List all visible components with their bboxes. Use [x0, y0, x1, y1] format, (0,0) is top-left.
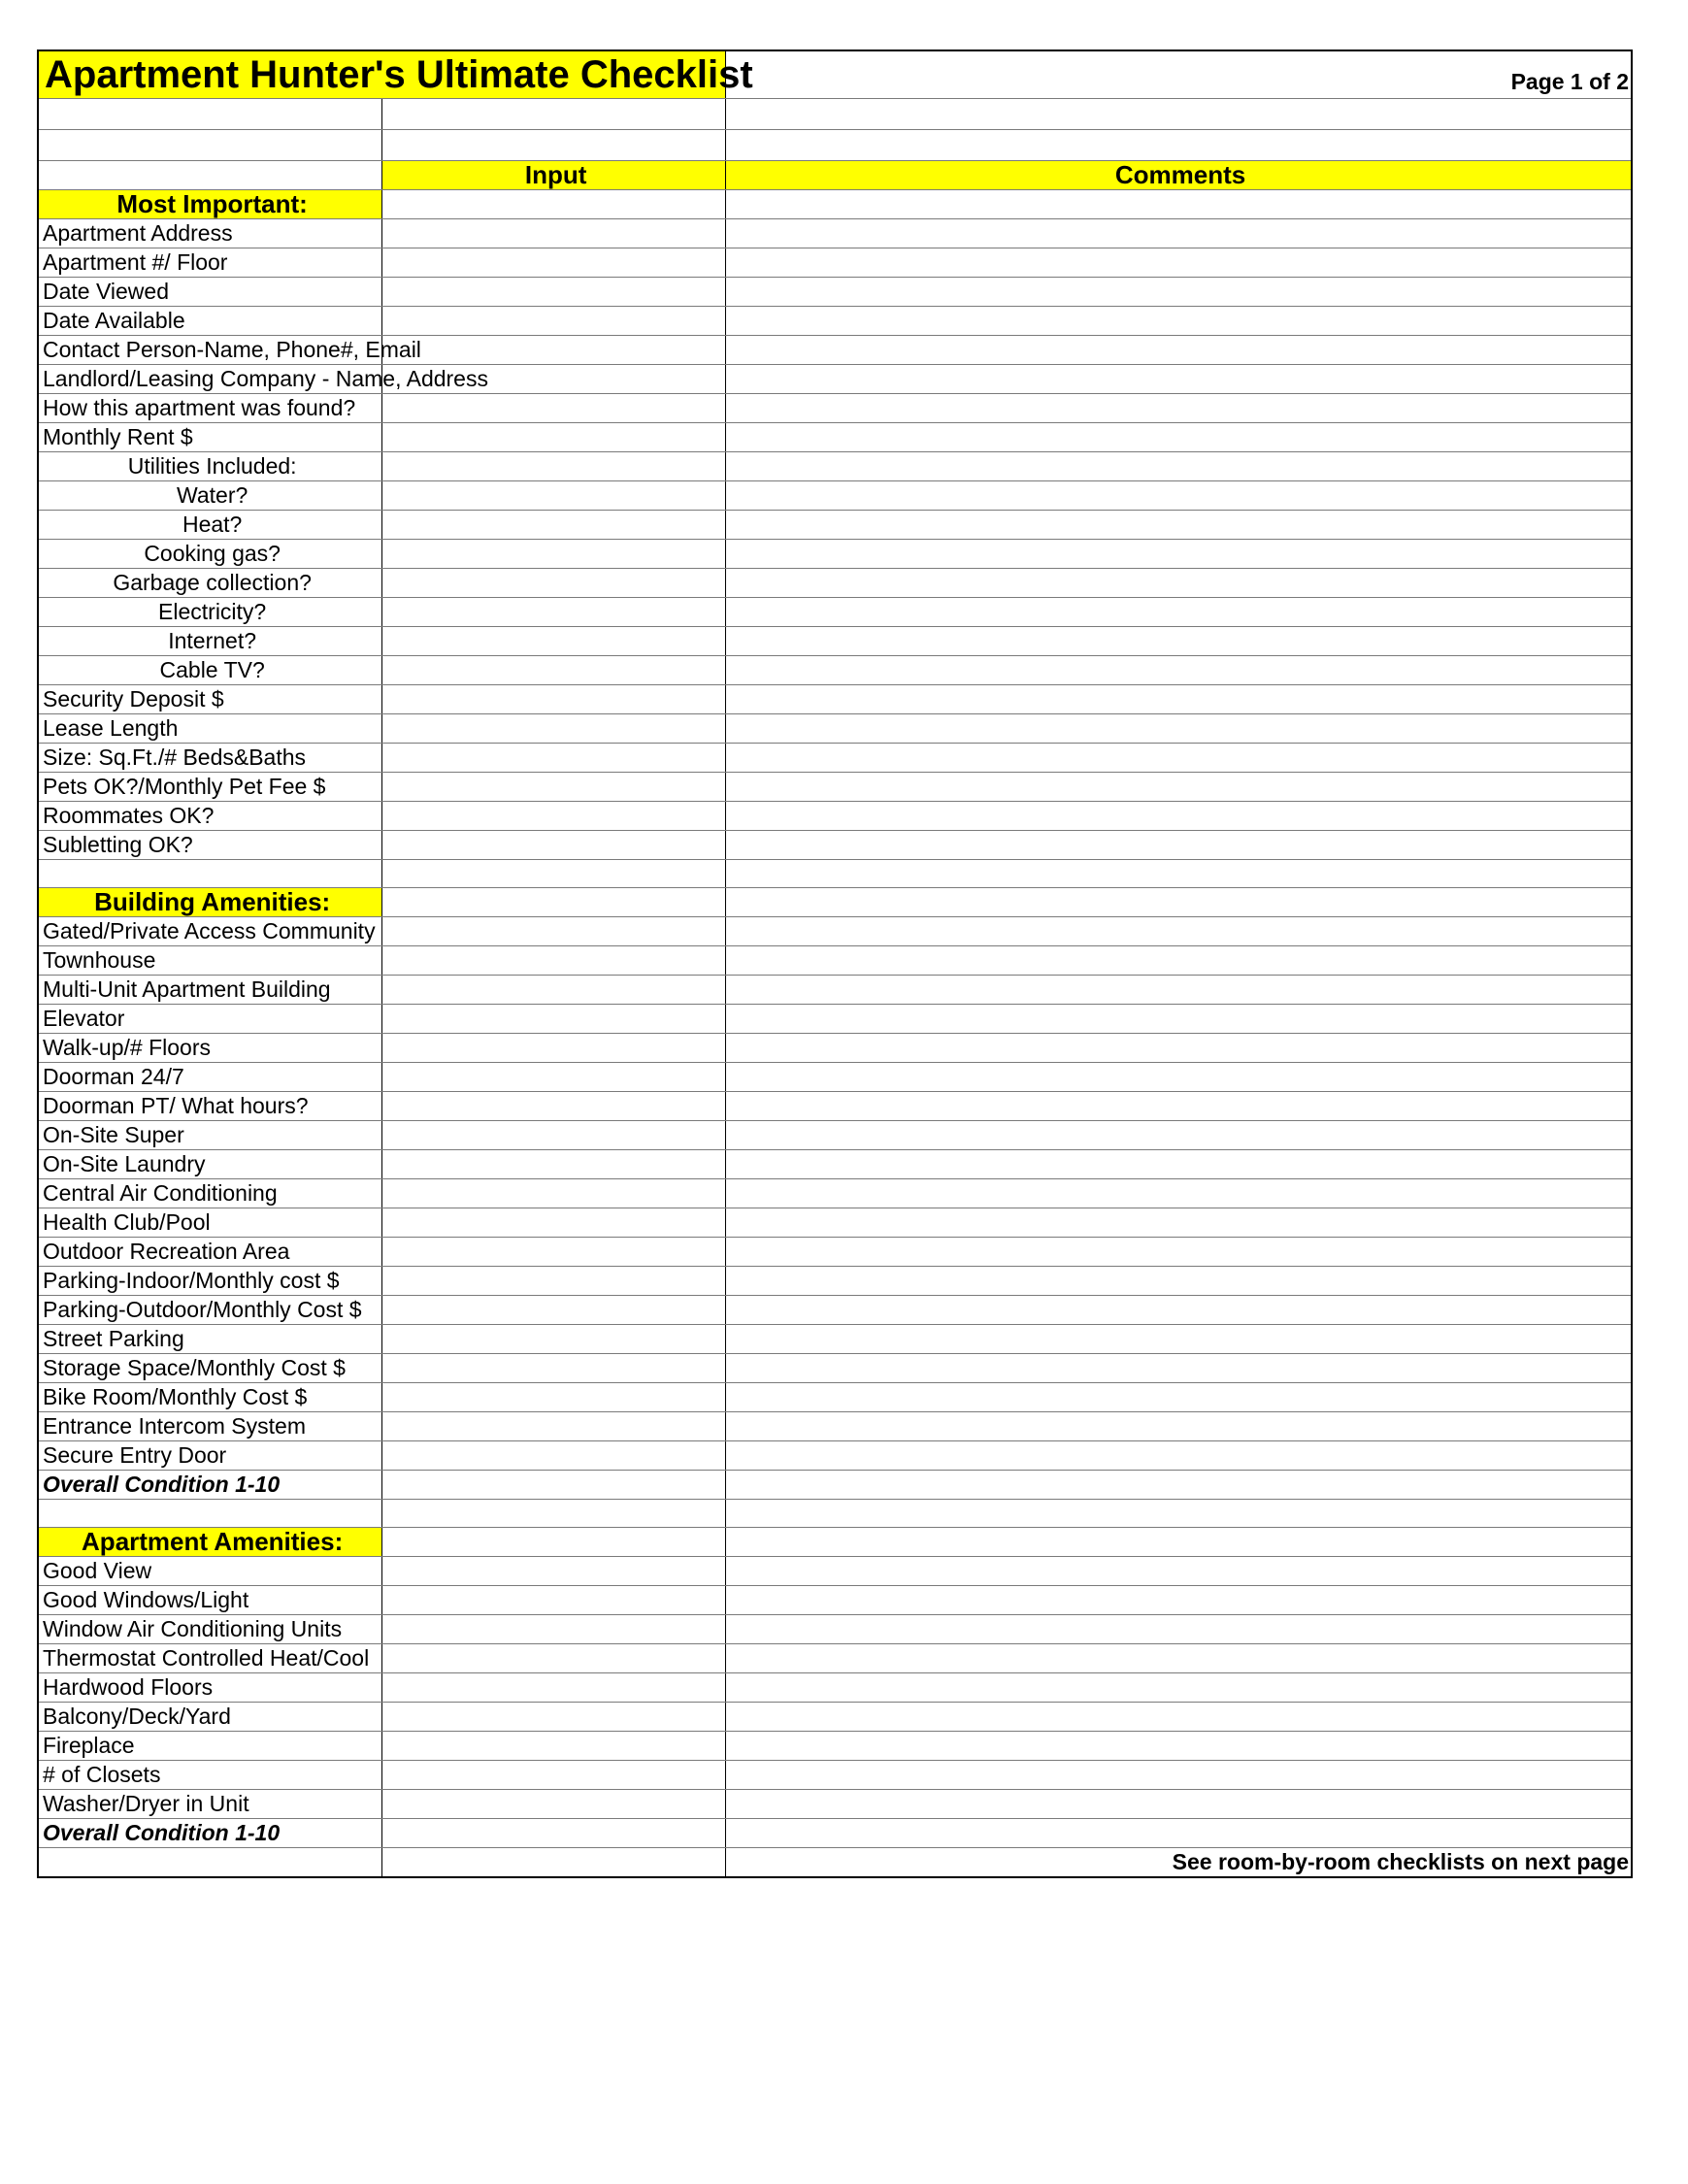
checklist-row [39, 1296, 1631, 1325]
comment-cell[interactable] [726, 1615, 1631, 1644]
input-cell[interactable] [382, 1471, 726, 1500]
checklist-row [39, 1412, 1631, 1441]
input-cell[interactable] [382, 1383, 726, 1412]
comment-cell[interactable] [726, 190, 1631, 219]
item-label: Parking-Indoor/Monthly cost $ [39, 1267, 382, 1296]
utility-label: Electricity? [39, 598, 382, 627]
item-label: How this apartment was found? [39, 394, 382, 423]
checklist-row [39, 1732, 1631, 1761]
checklist-row [39, 1761, 1631, 1790]
checklist-row [39, 1063, 1631, 1092]
checklist-row [39, 307, 1631, 336]
checklist-row [39, 1034, 1631, 1063]
utility-label: Water? [39, 481, 382, 511]
item-label: Lease Length [39, 714, 382, 744]
comment-cell[interactable] [726, 976, 1631, 1005]
input-cell[interactable] [382, 976, 726, 1005]
blank-row [39, 1500, 1631, 1528]
input-cell[interactable] [382, 190, 726, 219]
item-label: Apartment #/ Floor [39, 248, 382, 278]
item-label: Date Available [39, 307, 382, 336]
checklist-row [39, 1150, 1631, 1179]
checklist-row [39, 1383, 1631, 1412]
blank-cell [382, 860, 726, 888]
checklist-row [39, 976, 1631, 1005]
checklist-row [39, 1179, 1631, 1208]
utility-label: Garbage collection? [39, 569, 382, 598]
blank-row [39, 99, 1631, 130]
checklist-row [39, 1267, 1631, 1296]
comment-cell[interactable] [726, 1528, 1631, 1557]
item-label [39, 1500, 382, 1528]
comment-cell[interactable] [726, 1761, 1631, 1790]
comment-cell[interactable] [726, 744, 1631, 773]
item-label: Size: Sq.Ft./# Beds&Baths [39, 744, 382, 773]
comment-cell[interactable] [726, 219, 1631, 248]
checklist-row [39, 773, 1631, 802]
comment-cell[interactable] [726, 569, 1631, 598]
checklist-row [39, 1354, 1631, 1383]
checklist-row [39, 1615, 1631, 1644]
input-cell[interactable] [382, 1208, 726, 1238]
section-heading-row [39, 190, 1631, 219]
input-cell[interactable] [382, 1528, 726, 1557]
item-label: Hardwood Floors [39, 1673, 382, 1703]
blank-cell [726, 99, 1631, 130]
utility-label: Internet? [39, 627, 382, 656]
checklist-row [39, 1644, 1631, 1673]
input-cell[interactable] [382, 744, 726, 773]
comment-cell[interactable] [726, 1673, 1631, 1703]
input-cell[interactable] [382, 511, 726, 540]
input-cell[interactable] [382, 917, 726, 946]
item-label: Secure Entry Door [39, 1441, 382, 1471]
checklist-row [39, 1208, 1631, 1238]
section-heading-most-important: Most Important: [39, 190, 382, 219]
comment-cell[interactable] [726, 423, 1631, 452]
comment-cell[interactable] [726, 946, 1631, 976]
item-label: Townhouse [39, 946, 382, 976]
item-label: Entrance Intercom System [39, 1412, 382, 1441]
input-cell[interactable] [382, 802, 726, 831]
blank-cell [726, 1500, 1631, 1528]
comment-cell[interactable] [726, 452, 1631, 481]
item-label: Subletting OK? [39, 831, 382, 860]
input-cell[interactable] [382, 831, 726, 860]
comment-cell[interactable] [726, 336, 1631, 365]
comment-cell[interactable] [726, 394, 1631, 423]
blank-cell [39, 99, 382, 130]
checklist-row [39, 394, 1631, 423]
blank-cell [382, 99, 726, 130]
blank-cell [382, 1848, 726, 1877]
input-cell[interactable] [382, 1732, 726, 1761]
checklist-row [39, 569, 1631, 598]
comments-column-header: Comments [726, 161, 1631, 190]
item-label: Date Viewed [39, 278, 382, 307]
item-label: Health Club/Pool [39, 1208, 382, 1238]
utility-label: Heat? [39, 511, 382, 540]
section-heading-apartment-amenities: Apartment Amenities: [39, 1528, 382, 1557]
checklist-row [39, 1092, 1631, 1121]
input-column-header: Input [382, 161, 726, 190]
input-cell[interactable] [382, 1092, 726, 1121]
item-label: On-Site Super [39, 1121, 382, 1150]
input-cell[interactable] [382, 1761, 726, 1790]
checklist-row [39, 423, 1631, 452]
utility-label: Cooking gas? [39, 540, 382, 569]
checklist-row [39, 1005, 1631, 1034]
blank-cell [382, 130, 726, 161]
input-cell[interactable] [382, 569, 726, 598]
input-cell[interactable] [382, 248, 726, 278]
input-cell[interactable] [382, 1412, 726, 1441]
comment-cell[interactable] [726, 481, 1631, 511]
blank-cell [726, 130, 1631, 161]
item-label: Parking-Outdoor/Monthly Cost $ [39, 1296, 382, 1325]
comment-cell[interactable] [726, 627, 1631, 656]
item-label: # of Closets [39, 1761, 382, 1790]
comment-cell[interactable] [726, 1644, 1631, 1673]
input-cell[interactable] [382, 1179, 726, 1208]
comment-cell[interactable] [726, 248, 1631, 278]
item-label: Window Air Conditioning Units [39, 1615, 382, 1644]
input-cell[interactable] [382, 1121, 726, 1150]
checklist-row [39, 714, 1631, 744]
input-cell[interactable] [382, 1557, 726, 1586]
checklist-row [39, 511, 1631, 540]
checklist-row [39, 1673, 1631, 1703]
comment-cell[interactable] [726, 1092, 1631, 1121]
section-heading-building-amenities: Building Amenities: [39, 888, 382, 917]
item-label: Roommates OK? [39, 802, 382, 831]
comment-cell[interactable] [726, 1703, 1631, 1732]
checklist-sheet [37, 50, 1633, 1878]
item-label: Good Windows/Light [39, 1586, 382, 1615]
checklist-row [39, 1325, 1631, 1354]
input-cell[interactable] [382, 540, 726, 569]
utility-label: Cable TV? [39, 656, 382, 685]
input-cell[interactable] [382, 685, 726, 714]
input-cell[interactable] [382, 1644, 726, 1673]
checklist-row [39, 219, 1631, 248]
item-label [39, 1848, 382, 1877]
page-title: Apartment Hunter's Ultimate Checklist [39, 51, 726, 99]
overall-condition-label: Overall Condition 1-10 [39, 1819, 382, 1848]
checklist-row [39, 1819, 1631, 1848]
item-label: Pets OK?/Monthly Pet Fee $ [39, 773, 382, 802]
footer-row [39, 1848, 1631, 1877]
input-cell[interactable] [382, 1354, 726, 1383]
comment-cell[interactable] [726, 1354, 1631, 1383]
item-label: Fireplace [39, 1732, 382, 1761]
comment-cell[interactable] [726, 773, 1631, 802]
input-cell[interactable] [382, 278, 726, 307]
input-cell[interactable] [382, 1586, 726, 1615]
comment-cell[interactable] [726, 685, 1631, 714]
checklist-row [39, 1121, 1631, 1150]
comment-cell[interactable] [726, 1034, 1631, 1063]
input-cell[interactable] [382, 1267, 726, 1296]
item-label: Walk-up/# Floors [39, 1034, 382, 1063]
overall-condition-label: Overall Condition 1-10 [39, 1471, 382, 1500]
checklist-row [39, 1703, 1631, 1732]
item-label: Outdoor Recreation Area [39, 1238, 382, 1267]
checklist-row [39, 802, 1631, 831]
comment-cell[interactable] [726, 365, 1631, 394]
utilities-heading: Utilities Included: [39, 452, 382, 481]
comment-cell[interactable] [726, 1790, 1631, 1819]
checklist-row [39, 1557, 1631, 1586]
input-cell[interactable] [382, 394, 726, 423]
checklist-row [39, 452, 1631, 481]
blank-cell [39, 161, 382, 190]
checklist-row [39, 481, 1631, 511]
input-cell[interactable] [382, 946, 726, 976]
blank-cell [726, 860, 1631, 888]
input-cell[interactable] [382, 1325, 726, 1354]
comment-cell[interactable] [726, 917, 1631, 946]
comment-cell[interactable] [726, 598, 1631, 627]
input-cell[interactable] [382, 1238, 726, 1267]
item-label: Bike Room/Monthly Cost $ [39, 1383, 382, 1412]
item-label: Multi-Unit Apartment Building [39, 976, 382, 1005]
input-cell[interactable] [382, 598, 726, 627]
comment-cell[interactable] [726, 1005, 1631, 1034]
checklist-row [39, 248, 1631, 278]
comment-cell[interactable] [726, 714, 1631, 744]
item-label: Thermostat Controlled Heat/Cool [39, 1644, 382, 1673]
input-cell[interactable] [382, 219, 726, 248]
checklist-row [39, 744, 1631, 773]
comment-cell[interactable] [726, 1325, 1631, 1354]
section-heading-row [39, 1528, 1631, 1557]
comment-cell[interactable] [726, 1121, 1631, 1150]
input-cell[interactable] [382, 1441, 726, 1471]
input-cell[interactable] [382, 1150, 726, 1179]
item-label: Gated/Private Access Community [39, 917, 382, 946]
item-label: Doorman PT/ What hours? [39, 1092, 382, 1121]
input-cell[interactable] [382, 336, 726, 365]
input-cell[interactable] [382, 1615, 726, 1644]
comment-cell[interactable] [726, 888, 1631, 917]
blank-row [39, 860, 1631, 888]
section-heading-row [39, 888, 1631, 917]
comment-cell[interactable] [726, 1383, 1631, 1412]
blank-cell [39, 130, 382, 161]
item-label: Contact Person-Name, Phone#, Email [39, 336, 382, 365]
input-cell[interactable] [382, 307, 726, 336]
input-cell[interactable] [382, 1703, 726, 1732]
comment-cell[interactable] [726, 1441, 1631, 1471]
comment-cell[interactable] [726, 1732, 1631, 1761]
comment-cell[interactable] [726, 1063, 1631, 1092]
checklist-row [39, 278, 1631, 307]
input-cell[interactable] [382, 1296, 726, 1325]
checklist-row [39, 598, 1631, 627]
input-cell[interactable] [382, 627, 726, 656]
checklist-row [39, 685, 1631, 714]
input-cell[interactable] [382, 481, 726, 511]
comment-cell[interactable] [726, 1296, 1631, 1325]
checklist-row [39, 1586, 1631, 1615]
checklist-row [39, 540, 1631, 569]
input-cell[interactable] [382, 1673, 726, 1703]
item-label: Doorman 24/7 [39, 1063, 382, 1092]
input-cell[interactable] [382, 773, 726, 802]
item-label: Monthly Rent $ [39, 423, 382, 452]
item-label: Security Deposit $ [39, 685, 382, 714]
comment-cell[interactable] [726, 1586, 1631, 1615]
item-label: Landlord/Leasing Company - Name, Address [39, 365, 382, 394]
input-cell[interactable] [382, 1005, 726, 1034]
input-cell[interactable] [382, 1790, 726, 1819]
checklist-row [39, 1471, 1631, 1500]
column-header-row [39, 161, 1631, 190]
comment-cell[interactable] [726, 1471, 1631, 1500]
item-label: Washer/Dryer in Unit [39, 1790, 382, 1819]
comment-cell[interactable] [726, 1150, 1631, 1179]
comment-cell[interactable] [726, 1208, 1631, 1238]
comment-cell[interactable] [726, 831, 1631, 860]
item-label: Storage Space/Monthly Cost $ [39, 1354, 382, 1383]
item-label [39, 860, 382, 888]
comment-cell[interactable] [726, 278, 1631, 307]
checklist-table [39, 51, 1631, 1876]
checklist-row [39, 336, 1631, 365]
input-cell[interactable] [382, 656, 726, 685]
blank-row [39, 130, 1631, 161]
comment-cell[interactable] [726, 1179, 1631, 1208]
checklist-row [39, 1790, 1631, 1819]
checklist-row [39, 917, 1631, 946]
input-cell[interactable] [382, 714, 726, 744]
input-cell[interactable] [382, 1034, 726, 1063]
input-cell[interactable] [382, 888, 726, 917]
input-cell[interactable] [382, 1819, 726, 1848]
blank-cell [382, 1500, 726, 1528]
input-cell[interactable] [382, 452, 726, 481]
item-label: On-Site Laundry [39, 1150, 382, 1179]
comment-cell[interactable] [726, 307, 1631, 336]
input-cell[interactable] [382, 1063, 726, 1092]
item-label: Street Parking [39, 1325, 382, 1354]
item-label: Balcony/Deck/Yard [39, 1703, 382, 1732]
comment-cell[interactable] [726, 802, 1631, 831]
comment-cell[interactable] [726, 511, 1631, 540]
comment-cell[interactable] [726, 1819, 1631, 1848]
comment-cell[interactable] [726, 656, 1631, 685]
checklist-row [39, 831, 1631, 860]
footer-note: See room-by-room checklists on next page [1172, 1849, 1629, 1875]
comment-cell[interactable] [726, 1238, 1631, 1267]
checklist-row [39, 946, 1631, 976]
title-row [39, 51, 1631, 99]
checklist-row [39, 1441, 1631, 1471]
comment-cell[interactable] [726, 1557, 1631, 1586]
item-label: Good View [39, 1557, 382, 1586]
page-number: Page 1 of 2 [726, 51, 1631, 99]
item-label: Apartment Address [39, 219, 382, 248]
input-cell[interactable] [382, 423, 726, 452]
item-label: Central Air Conditioning [39, 1179, 382, 1208]
item-label: Elevator [39, 1005, 382, 1034]
comment-cell[interactable] [726, 1412, 1631, 1441]
checklist-row [39, 1238, 1631, 1267]
checklist-row [39, 656, 1631, 685]
checklist-row [39, 365, 1631, 394]
comment-cell[interactable] [726, 1267, 1631, 1296]
checklist-row [39, 627, 1631, 656]
comment-cell[interactable] [726, 540, 1631, 569]
